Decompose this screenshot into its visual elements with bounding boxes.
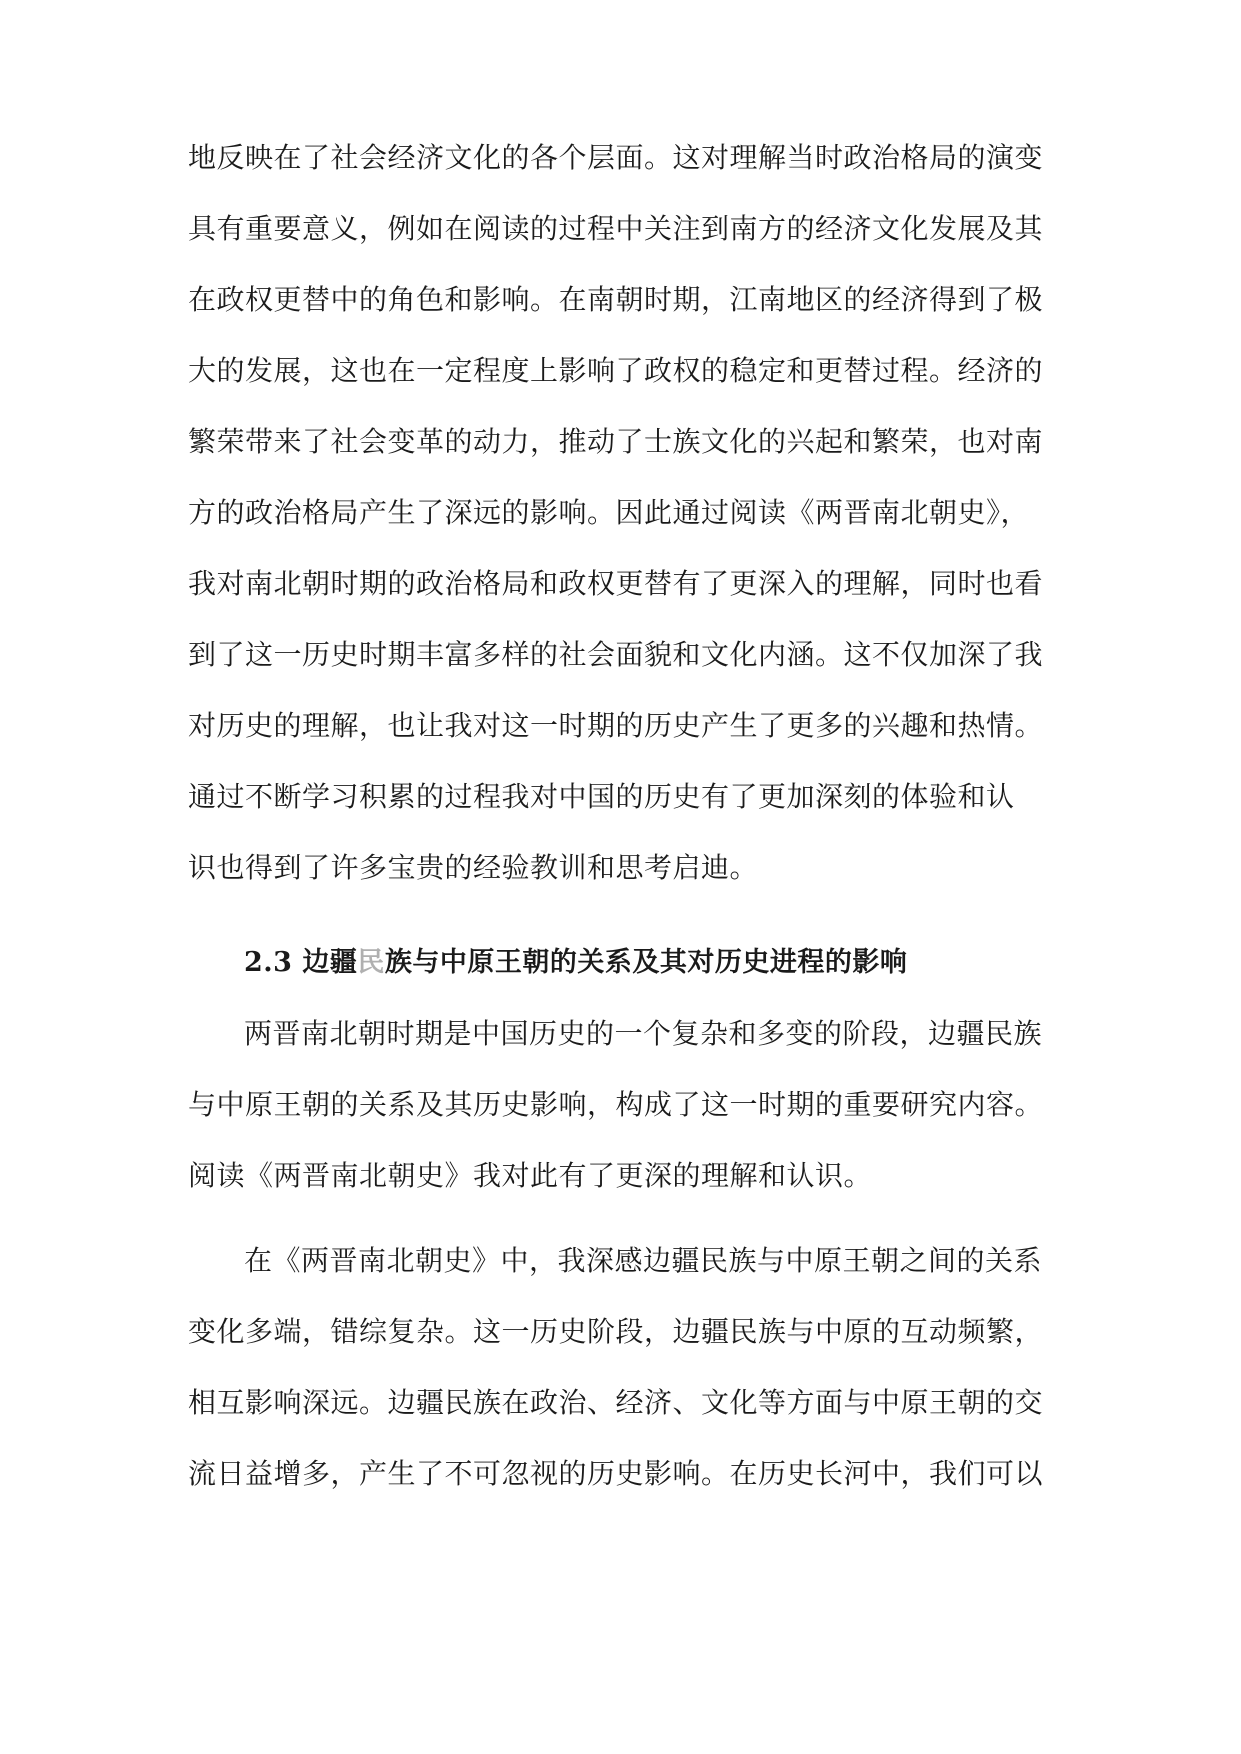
body-text-line: 繁荣带来了社会变革的动力，推动了士族文化的兴起和繁荣，也对南 [188, 425, 1044, 458]
body-text-line: 识也得到了许多宝贵的经验教训和思考启迪。 [188, 851, 759, 884]
body-text-line: 对历史的理解，也让我对这一时期的历史产生了更多的兴趣和热情。 [188, 709, 1044, 742]
body-text-line: 阅读《两晋南北朝史》我对此有了更深的理解和认识。 [188, 1159, 873, 1192]
body-text-line: 我对南北朝时期的政治格局和政权更替有了更深入的理解，同时也看 [188, 567, 1044, 600]
body-text-line: 大的发展，这也在一定程度上影响了政权的稳定和更替过程。经济的 [188, 354, 1044, 387]
body-text-line: 通过不断学习积累的过程我对中国的历史有了更加深刻的体验和认 [188, 780, 1015, 813]
body-text-line: 两晋南北朝时期是中国历史的一个复杂和多变的阶段，边疆民族 [244, 1017, 1043, 1050]
body-text-line: 流日益增多，产生了不可忽视的历史影响。在历史长河中，我们可以 [188, 1457, 1044, 1490]
section-title-part: 边疆 [302, 947, 358, 978]
body-text-line: 变化多端，错综复杂。这一历史阶段，边疆民族与中原的互动频繁， [188, 1315, 1044, 1348]
section-title-faded-char: 民 [357, 947, 385, 978]
body-text-line: 方的政治格局产生了深远的影响。因此通过阅读《两晋南北朝史》， [188, 496, 1030, 529]
body-text-line: 地反映在了社会经济文化的各个层面。这对理解当时政治格局的演变 [188, 141, 1044, 174]
body-text-line: 相互影响深远。边疆民族在政治、经济、文化等方面与中原王朝的交 [188, 1386, 1044, 1419]
body-text-line: 在《两晋南北朝史》中，我深感边疆民族与中原王朝之间的关系 [244, 1244, 1043, 1277]
section-title-part: 族与中原王朝的关系及其对历史进程的影响 [384, 947, 908, 978]
section-number: 2.3 [244, 947, 293, 978]
body-text-line: 具有重要意义，例如在阅读的过程中关注到南方的经济文化发展及其 [188, 212, 1044, 245]
body-text-line: 与中原王朝的关系及其历史影响，构成了这一时期的重要研究内容。 [188, 1088, 1044, 1121]
body-text-line: 到了这一历史时期丰富多样的社会面貌和文化内涵。这不仅加深了我 [188, 638, 1044, 671]
section-heading [244, 946, 907, 980]
body-text-line: 在政权更替中的角色和影响。在南朝时期，江南地区的经济得到了极 [188, 283, 1044, 316]
